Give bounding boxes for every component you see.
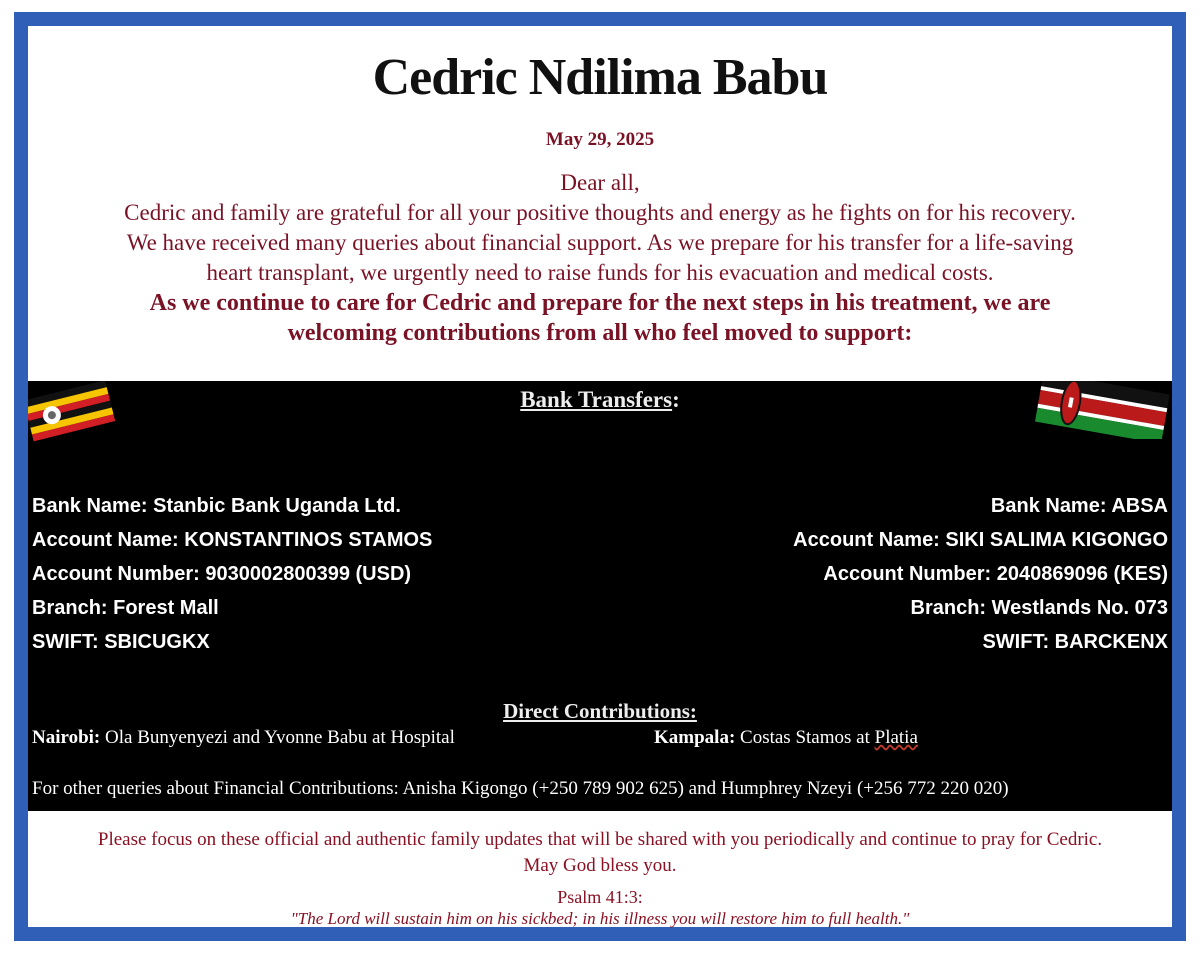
letter-line: Cedric and family are grateful for all your positive thoughts and energy as he fights on for his recovery.: [124, 200, 1076, 225]
bank-name: Bank Name: ABSA: [990, 495, 1168, 517]
direct-contributions-heading: Direct Contributions:: [503, 699, 697, 723]
stanbic-account: [32, 489, 432, 659]
letter-line: heart transplant, we urgently need to raise funds for his evacuation and medical costs.: [206, 260, 994, 285]
focus-message: Please focus on these official and authentic family updates that will be shared with you periodically and continue to pray for Cedric. May God bless you.: [97, 829, 1103, 876]
letter-body: [28, 168, 1172, 348]
branch: Branch: Forest Mall: [32, 597, 219, 619]
appeal-line: As we continue to care for Cedric and prepare for the next steps in his treatment, we are: [149, 290, 1051, 316]
bank-name: Bank Name: Stanbic Bank Uganda Ltd.: [32, 495, 401, 517]
account-number: Account Number: 2040869096 (KES): [823, 563, 1168, 585]
absa-account: [793, 489, 1168, 659]
footer-section: [28, 811, 1172, 941]
nairobi-contact: Nairobi: Ola Bunyenyezi and Yvonne Babu at Hospital: [32, 727, 455, 748]
swift-code: SWIFT: SBICUGKX: [32, 631, 210, 653]
branch: Branch: Westlands No. 073: [910, 597, 1168, 619]
swift-code: SWIFT: BARCKENX: [982, 631, 1168, 653]
bank-transfers-heading: Bank Transfers:: [520, 387, 680, 412]
greeting: Dear all,: [560, 170, 640, 195]
appeal-line: welcoming contributions from all who feel moved to support:: [287, 320, 913, 346]
kampala-contact: Kampala: Costas Stamos at Platia: [654, 727, 918, 748]
psalm-reference: Psalm 41:3:: [557, 887, 643, 907]
bank-panel: [28, 381, 1172, 811]
account-number: Account Number: 9030002800399 (USD): [32, 563, 412, 585]
header-section: [28, 26, 1172, 381]
letter-line: We have received many queries about financial support. As we prepare for his transfer for a life-saving: [126, 230, 1074, 255]
notice-frame: [14, 12, 1186, 941]
psalm-quote: "The Lord will sustain him on his sickbed; in his illness you will restore him to full health.": [290, 909, 910, 928]
date: May 29, 2025: [545, 129, 655, 150]
queries-contacts: For other queries about Financial Contributions: Anisha Kigongo (+250 789 902 625) and Humphrey Nzeyi (+256 772 220 020): [32, 778, 1009, 799]
account-name: Account Name: KONSTANTINOS STAMOS: [32, 529, 433, 551]
page-title: Cedric Ndilima Babu: [372, 49, 828, 106]
account-name: Account Name: SIKI SALIMA KIGONGO: [793, 529, 1168, 551]
